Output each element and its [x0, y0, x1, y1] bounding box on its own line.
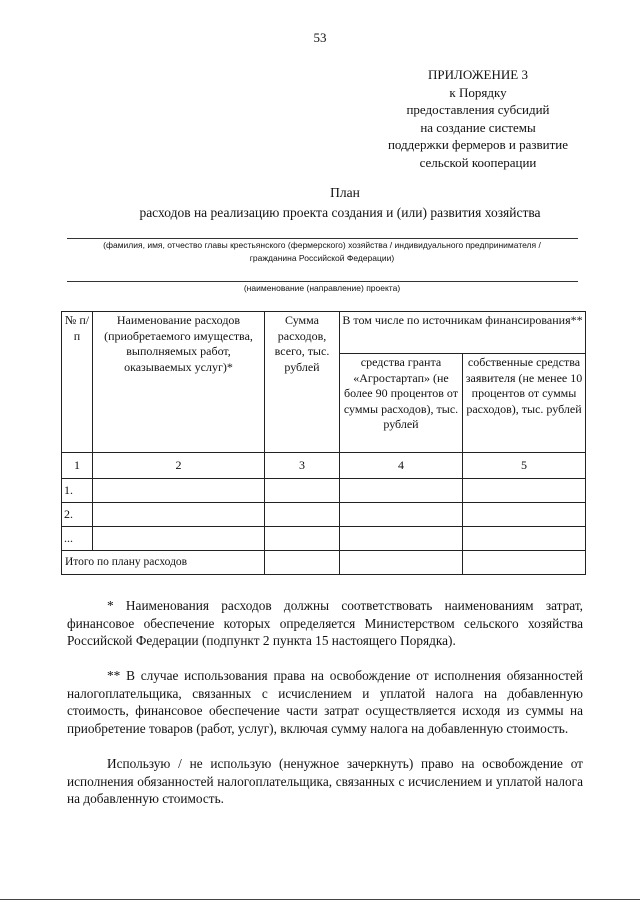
total-label: Итого по плану расходов	[62, 551, 265, 575]
footnote-2	[67, 667, 583, 737]
appendix-line: ПРИЛОЖЕНИЕ 3	[428, 67, 528, 82]
table-header-row	[62, 312, 586, 354]
appendix-header	[360, 66, 596, 171]
row-number: 1.	[62, 479, 93, 503]
table-cell	[340, 503, 463, 527]
column-number: 3	[265, 453, 340, 479]
table-cell	[265, 551, 340, 575]
table-cell	[340, 551, 463, 575]
page-number: 53	[313, 30, 327, 45]
table-cell	[463, 527, 586, 551]
total-row	[62, 551, 586, 575]
row-number: ...	[62, 527, 93, 551]
table-cell	[93, 503, 265, 527]
table-cell	[340, 479, 463, 503]
plan-title: План	[330, 185, 360, 200]
farm-caption-line: (фамилия, имя, отчество главы крестьянского (фермерского) хозяйства / индивидуального предпринимателя /	[103, 240, 541, 250]
column-number: 5	[463, 453, 586, 479]
appendix-line: к Порядку	[449, 84, 507, 100]
column-number: 4	[340, 453, 463, 479]
farm-caption	[62, 239, 582, 265]
table-cell	[463, 503, 586, 527]
vat-statement-text: Использую / не использую (ненужное зачеркнуть) право на освобождение от исполнения обязанностей налогоплательщика, связанных с исчислением и уплатой налога на добавленную стоимость.	[67, 756, 583, 806]
table-cell	[265, 479, 340, 503]
plan-subtitle: расходов на реализацию проекта создания и (или) развития хозяйства	[139, 205, 541, 220]
header-number: № п/п	[62, 312, 93, 453]
footnote-1-text: * Наименования расходов должны соответствовать наименованиям затрат, финансовое обеспечение которых определяется Министерством сельского хозяйства Российской Федерации (подпункт 2 пункта 15 настоящего Порядка).	[67, 598, 583, 648]
page-bottom-edge	[0, 899, 640, 900]
header-grant-funds: средства гранта «Агростартап» (не более 90 процентов от суммы расходов), тыс. рублей	[340, 354, 463, 453]
vat-statement	[67, 755, 583, 808]
project-name-line	[67, 281, 578, 282]
header-expense-name: Наименование расходов (приобретаемого имущества, выполняемых работ, оказываемых услуг)*	[93, 312, 265, 453]
footnote-2-text: ** В случае использования права на освобождение от исполнения обязанностей налогоплательщика, связанных с исчислением и уплатой налога на добавленную стоимость, финансовое обеспечение части затрат осуществляется исходя из суммы на приобретение товаров (работ, услуг), включая сумму налога на добавленную стоимость.	[67, 668, 583, 736]
appendix-line: на создание системы	[420, 119, 536, 135]
table-cell	[463, 479, 586, 503]
table-row	[62, 527, 586, 551]
farm-caption-line: гражданина Российской Федерации)	[249, 253, 395, 263]
column-number: 1	[62, 453, 93, 479]
appendix-line: предоставления субсидий	[406, 102, 550, 117]
table-cell	[265, 503, 340, 527]
table-cell	[463, 551, 586, 575]
table-cell	[93, 479, 265, 503]
header-funding-sources: В том числе по источникам финансирования**	[340, 312, 586, 354]
footnote-1	[67, 597, 583, 650]
expense-plan-table	[61, 311, 586, 575]
project-caption: (наименование (направление) проекта)	[243, 283, 401, 293]
row-number: 2.	[62, 503, 93, 527]
header-own-funds: собственные средства заявителя (не менее 10 процентов от суммы расходов), тыс. рублей	[463, 354, 586, 453]
appendix-line: сельской кооперации	[419, 154, 537, 170]
appendix-line: поддержки фермеров и развитие	[387, 137, 569, 152]
table-cell	[93, 527, 265, 551]
table-cell	[265, 527, 340, 551]
header-total-sum: Сумма расходов, всего, тыс. рублей	[265, 312, 340, 453]
column-number-row	[62, 453, 586, 479]
table-row	[62, 503, 586, 527]
column-number: 2	[93, 453, 265, 479]
table-row	[62, 479, 586, 503]
table-cell	[340, 527, 463, 551]
